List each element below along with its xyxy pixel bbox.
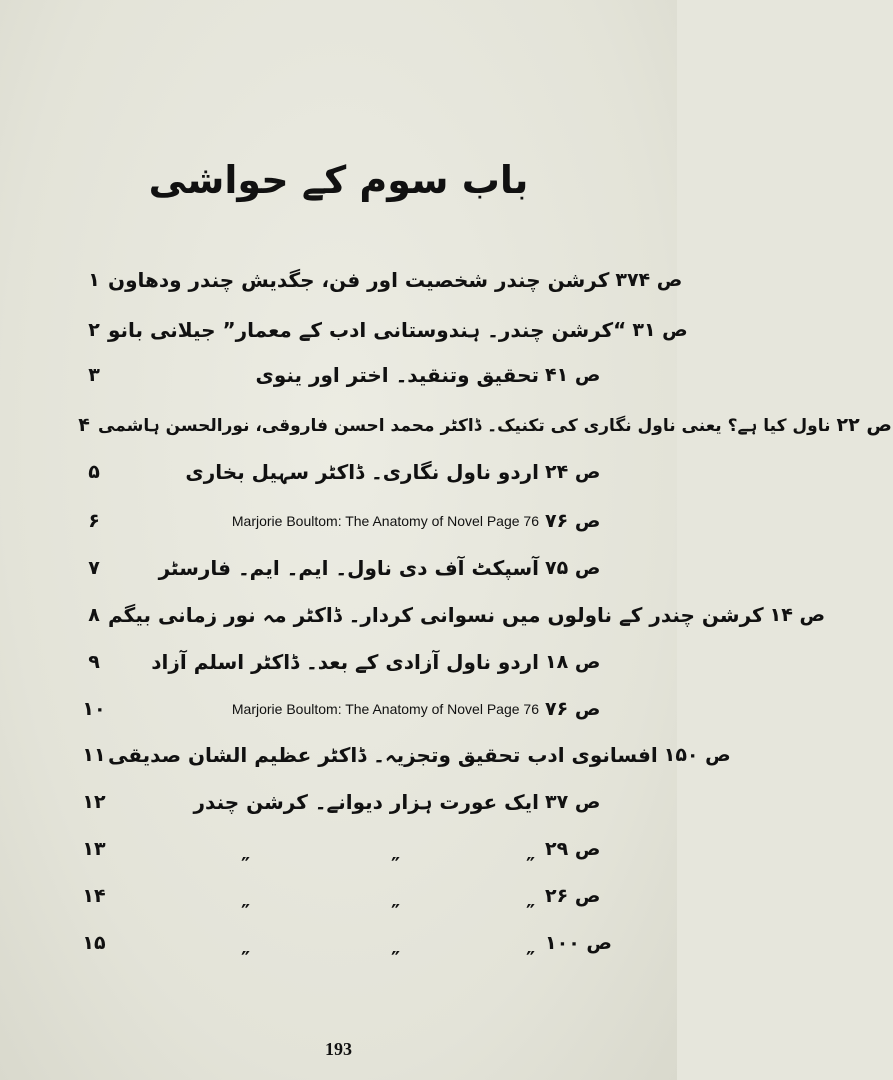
footnote-number: ۱۰ bbox=[82, 698, 106, 720]
footnote-text: کرشن چندر کے ناولوں میں نسوانی کردار۔ ڈاکٹر مہ نور زمانی بیگم bbox=[108, 603, 764, 627]
footnote-number: ۳ bbox=[88, 364, 100, 386]
footnote-page: ص ۳۷۴ bbox=[615, 269, 683, 291]
ditto-mark: ″ bbox=[241, 900, 250, 924]
ditto-mark: ″ bbox=[526, 900, 535, 924]
page-number: 193 bbox=[325, 1039, 352, 1059]
footnote-10 bbox=[80, 692, 615, 726]
ditto-mark: ″ bbox=[391, 900, 400, 924]
footnote-page: ص ۱۸ bbox=[545, 651, 601, 673]
footnote-page: ص ۷۵ bbox=[545, 557, 601, 579]
footnote-15 bbox=[80, 926, 615, 971]
footnote-text: افسانوی ادب تحقیق وتجزیہ۔ ڈاکٹر عظیم الشان صدیقی bbox=[108, 743, 658, 767]
footnote-number: ۱۴ bbox=[82, 885, 106, 907]
footnote-page: ص ۳۷ bbox=[545, 791, 601, 813]
footnote-12 bbox=[80, 785, 615, 819]
footnote-text: تحقیق وتنقید۔ اختر اور ینوی bbox=[255, 363, 539, 387]
footnote-page: ص ۷۶ bbox=[545, 698, 601, 720]
footnote-number: ۱۵ bbox=[82, 932, 106, 954]
footnote-number: ۲ bbox=[88, 319, 100, 341]
ditto-mark: ″ bbox=[391, 947, 400, 971]
footnote-page: ص ۱۴ bbox=[769, 604, 826, 626]
footnote-3 bbox=[80, 358, 615, 392]
footnote-number: ۱۱ bbox=[82, 744, 106, 766]
footnote-13 bbox=[80, 832, 615, 877]
footnote-11 bbox=[80, 738, 731, 772]
footnote-number: ۶ bbox=[88, 510, 100, 532]
footnote-number: ۱ bbox=[88, 269, 100, 291]
footnote-6 bbox=[80, 504, 615, 538]
footnote-text: اردو ناول آزادی کے بعد۔ ڈاکٹر اسلم آزاد bbox=[151, 650, 539, 674]
footnote-1 bbox=[80, 263, 683, 297]
footnote-text: Marjorie Boultom: The Anatomy of Novel Page 76 bbox=[231, 513, 539, 529]
footnote-8 bbox=[80, 598, 826, 632]
ditto-mark: ″ bbox=[391, 853, 400, 877]
footnote-7 bbox=[80, 551, 615, 585]
footnote-page: ص ۲۲ bbox=[836, 414, 892, 436]
footnote-number: ۵ bbox=[88, 461, 100, 483]
ditto-mark: ″ bbox=[241, 947, 250, 971]
footnote-text: کرشن چندر شخصیت اور فن، جگدیش چندر ودھاون bbox=[108, 268, 610, 292]
footnote-14 bbox=[80, 879, 615, 924]
footnote-text: آسپکٹ آف دی ناول۔ ایم۔ ایم۔ فارسٹر bbox=[158, 556, 539, 580]
footnote-page: ص ۲۴ bbox=[545, 461, 601, 483]
footnote-number: ۴ bbox=[78, 414, 90, 436]
ditto-mark: ″ bbox=[526, 947, 535, 971]
footnote-text: اردو ناول نگاری۔ ڈاکٹر سہیل بخاری bbox=[185, 460, 539, 484]
footnote-page: ص ۱۵۰ bbox=[663, 744, 731, 766]
footnote-number: ۸ bbox=[88, 604, 100, 626]
footnote-page: ص ۱۰۰ bbox=[545, 932, 612, 954]
footnote-number: ۷ bbox=[88, 557, 100, 579]
ditto-mark: ″ bbox=[526, 853, 535, 877]
footnote-text: ناول کیا ہے؟ یعنی ناول نگاری کی تکنیک۔ ڈاکٹر محمد احسن فاروقی، نورالحسن ہاشمی bbox=[98, 415, 831, 436]
footnote-9 bbox=[80, 645, 615, 679]
footnote-number: ۹ bbox=[88, 651, 100, 673]
footnote-text: ایک عورت ہزار دیوانے۔ کرشن چندر bbox=[193, 790, 539, 814]
page-title: باب سوم کے حواشی bbox=[148, 158, 529, 202]
footnote-page: ص ۷۶ bbox=[545, 510, 601, 532]
footnote-text: Marjorie Boultom: The Anatomy of Novel Page 76 bbox=[231, 701, 539, 717]
footnote-page: ص ۳۱ bbox=[632, 319, 688, 341]
footnote-text: “کرشن چندر۔ ہندوستانی ادب کے معمار” جیلانی بانو bbox=[108, 318, 627, 342]
footnote-number: ۱۲ bbox=[82, 791, 106, 813]
footnote-page: ص ۴۱ bbox=[545, 364, 601, 386]
ditto-mark: ″ bbox=[241, 853, 250, 877]
footnote-5 bbox=[80, 455, 615, 489]
footnote-page: ص ۲۶ bbox=[545, 885, 601, 907]
footnote-number: ۱۳ bbox=[82, 838, 106, 860]
footnote-4 bbox=[70, 408, 892, 442]
footnote-page: ص ۲۹ bbox=[545, 838, 601, 860]
footnote-2 bbox=[80, 313, 688, 347]
